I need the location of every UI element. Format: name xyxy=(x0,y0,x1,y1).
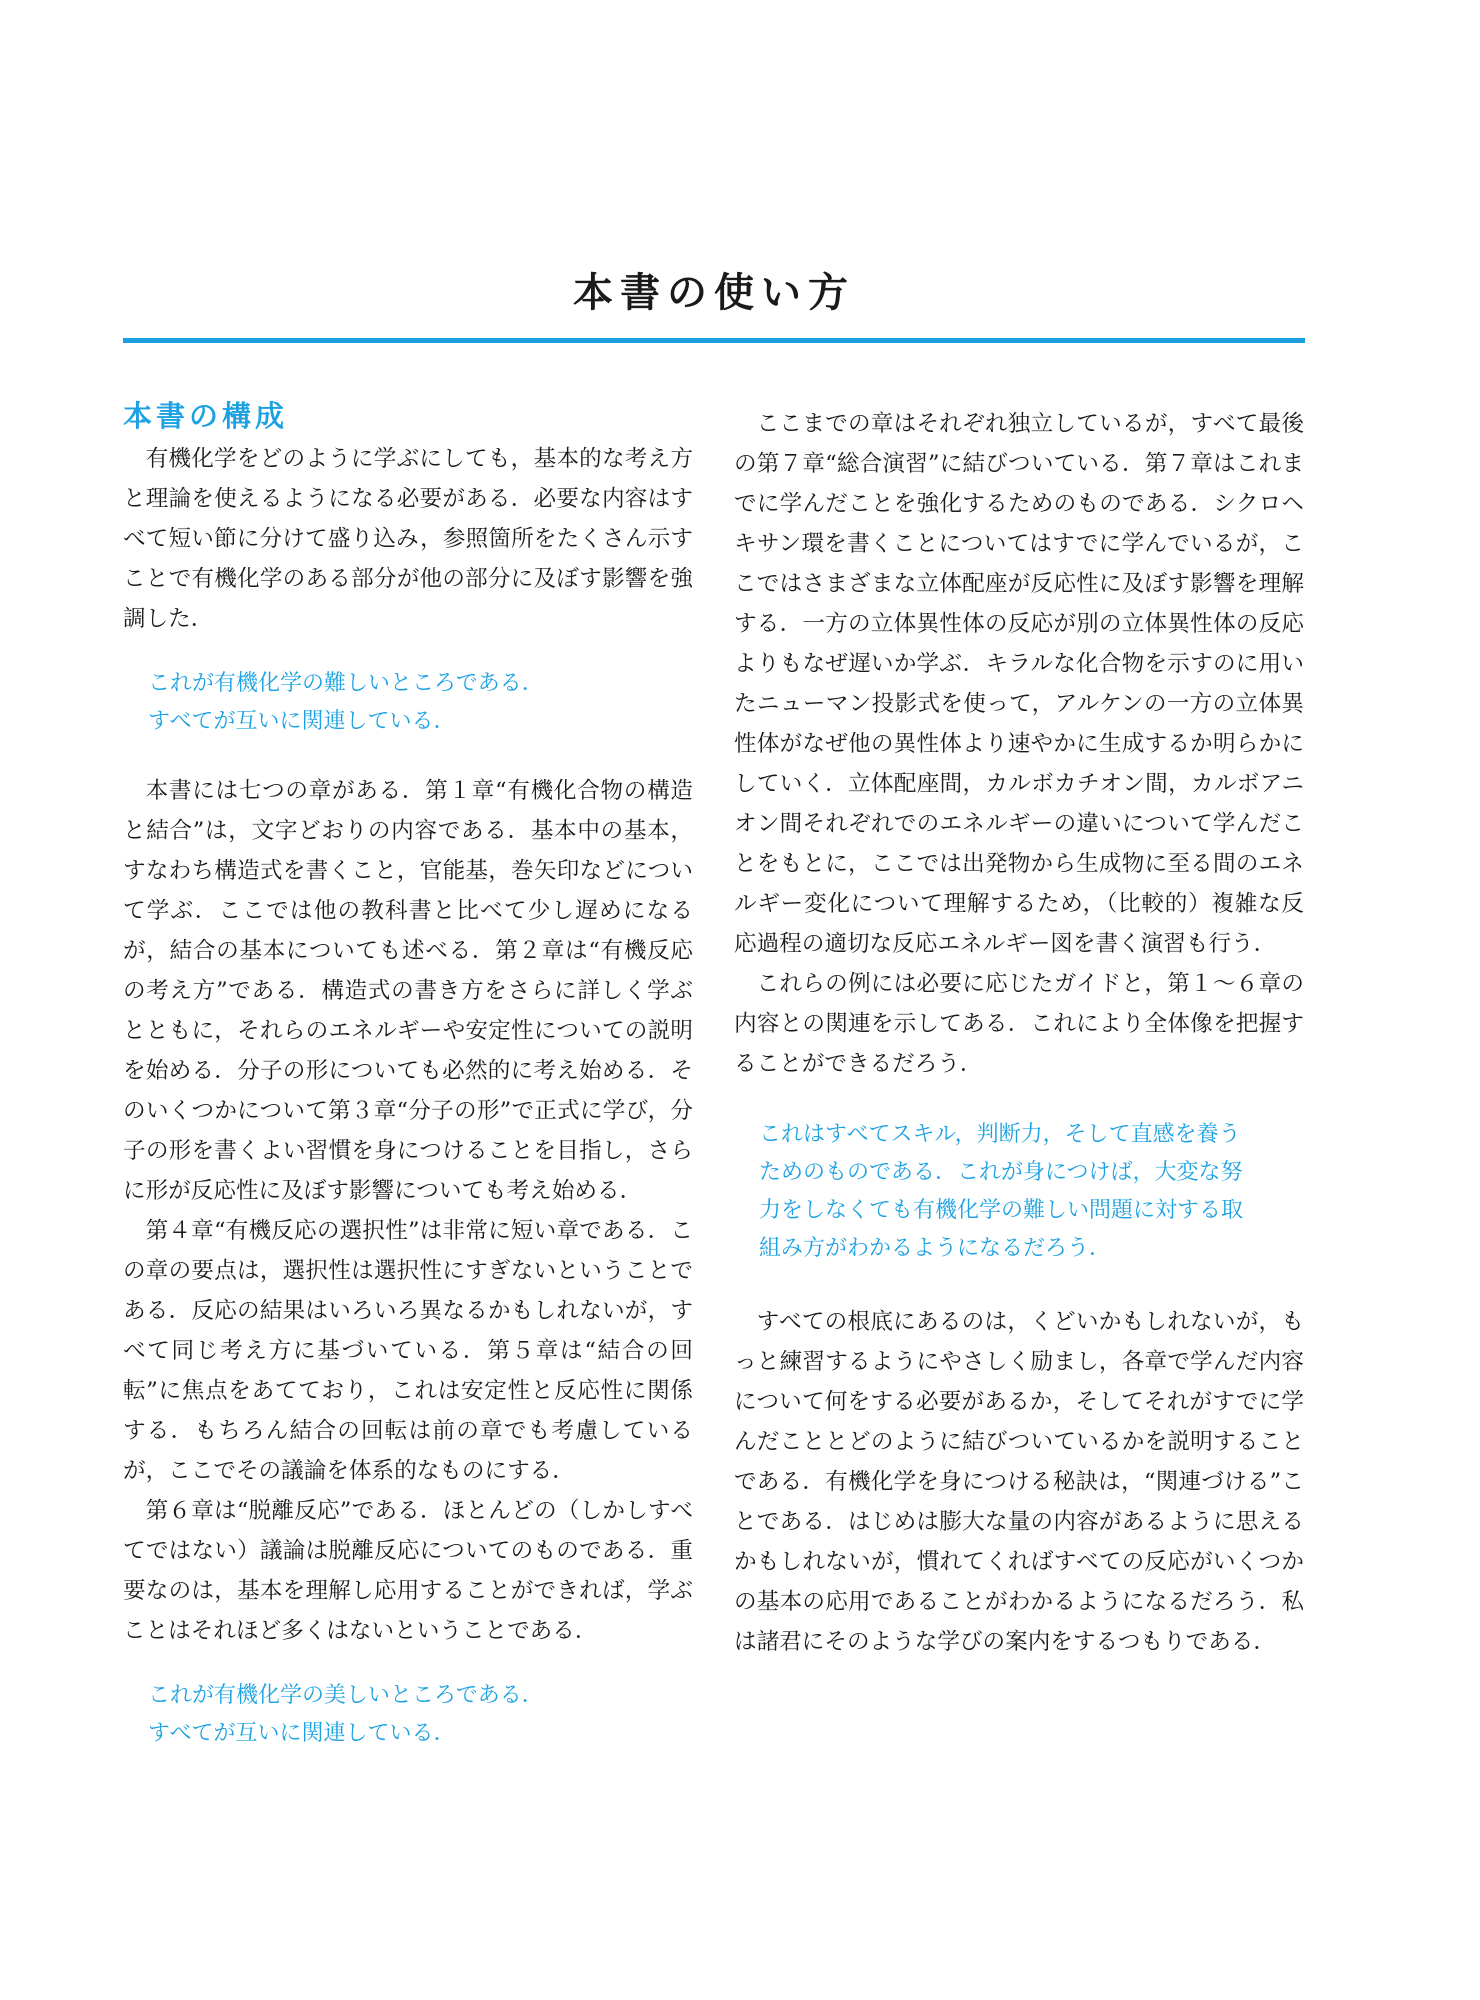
section-heading: 本書の構成 xyxy=(123,399,289,433)
callout-line: すべてが互いに関連している． xyxy=(148,1721,456,1746)
callout-line: 力をしなくても有機化学の難しい問題に対する取 xyxy=(759,1198,1244,1223)
right-column xyxy=(734,404,1304,1662)
left-column xyxy=(123,395,693,1783)
callout-line: すべてが互いに関連している． xyxy=(148,709,456,734)
examples-paragraph: これらの例には必要に応じたガイドと，第１〜６章の内容との関連を示してある．これにより全体像を把握することができるだろう． xyxy=(734,971,1304,1077)
chapter4-paragraph: 第４章“有機反応の選択性”は非常に短い章である．この章の要点は，選択性は選択性にすぎないということである．反応の結果はいろいろ異なるかもしれないが，すべて同じ考え方に基づいている．第５章は“結合の回転”に焦点をあてており，これは安定性と反応性に関係する．もちろん結合の回転は前の章でも考慮しているが，ここでその議論を体系的なものにする． xyxy=(123,1218,693,1484)
chapter6-paragraph: 第６章は“脱離反応”である．ほとんどの（しかしすべてではない）議論は脱離反応についてのものである．重要なのは，基本を理解し応用することができれば，学ぶことはそれほど多くはないということである． xyxy=(123,1498,693,1644)
page-title: 本書の使い方 xyxy=(573,270,855,316)
callout-skills xyxy=(734,1116,1304,1268)
conclusion-paragraph: すべての根底にあるのは，くどいかもしれないが，もっと練習するようにやさしく励まし，各章で学んだ内容について何をする必要があるか，そしてそれがすでに学んだこととどのように結びついているかを説明することである．有機化学を身につける秘訣は，“関連づける”ことである．はじめは膨大な量の内容があるように思えるかもしれないが，慣れてくればすべての反応がいくつかの基本の応用であることがわかるようになるだろう．私は諸君にそのような学びの案内をするつもりである． xyxy=(734,1309,1304,1655)
chapter7-paragraph: ここまでの章はそれぞれ独立しているが，すべて最後の第７章“総合演習”に結びついている．第７章はこれまでに学んだことを強化するためのものである．シクロヘキサン環を書くことについてはすでに学んでいるが，ここではさまざまな立体配座が反応性に及ぼす影響を理解する．一方の立体異性体の反応が別の立体異性体の反応よりもなぜ遅いか学ぶ．キラルな化合物を示すのに用いたニューマン投影式を使って，アルケンの一方の立体異性体がなぜ他の異性体より速やかに生成するか明らかにしていく．立体配座間，カルボカチオン間，カルボアニオン間それぞれでのエネルギーの違いについて学んだことをもとに，ここでは出発物から生成物に至る間のエネルギー変化について理解するため，（比較的）複雑な反応過程の適切な反応エネルギー図を書く演習も行う． xyxy=(734,411,1304,957)
callout-line: ためのものである．これが身につけば，大変な努 xyxy=(759,1160,1243,1185)
callout-difficult xyxy=(123,665,693,741)
chapters-paragraph: 本書には七つの章がある．第１章“有機化合物の構造と結合”は，文字どおりの内容である．基本中の基本，すなわち構造式を書くこと，官能基，巻矢印などについて学ぶ．ここでは他の教科書と比べて少し遅めになるが，結合の基本についても述べる．第２章は“有機反応の考え方”である．構造式の書き方をさらに詳しく学ぶとともに，それらのエネルギーや安定性についての説明を始める．分子の形についても必然的に考え始める．そのいくつかについて第３章“分子の形”で正式に学び，分子の形を書くよい習慣を身につけることを目指し，さらに形が反応性に及ぼす影響についても考え始める． xyxy=(123,778,693,1204)
intro-paragraph: 有機化学をどのように学ぶにしても，基本的な考え方と理論を使えるようになる必要がある．必要な内容はすべて短い節に分けて盛り込み，参照箇所をたくさん示すことで有機化学のある部分が他の部分に及ぼす影響を強調した． xyxy=(123,446,693,632)
callout-line: これはすべてスキル，判断力，そして直感を養う xyxy=(759,1122,1241,1147)
callout-line: これが有機化学の美しいところである． xyxy=(148,1683,544,1708)
title-rule xyxy=(123,338,1305,343)
callout-line: 組み方がわかるようになるだろう． xyxy=(759,1236,1112,1261)
callout-beautiful xyxy=(123,1677,693,1753)
callout-line: これが有機化学の難しいところである． xyxy=(148,671,544,696)
